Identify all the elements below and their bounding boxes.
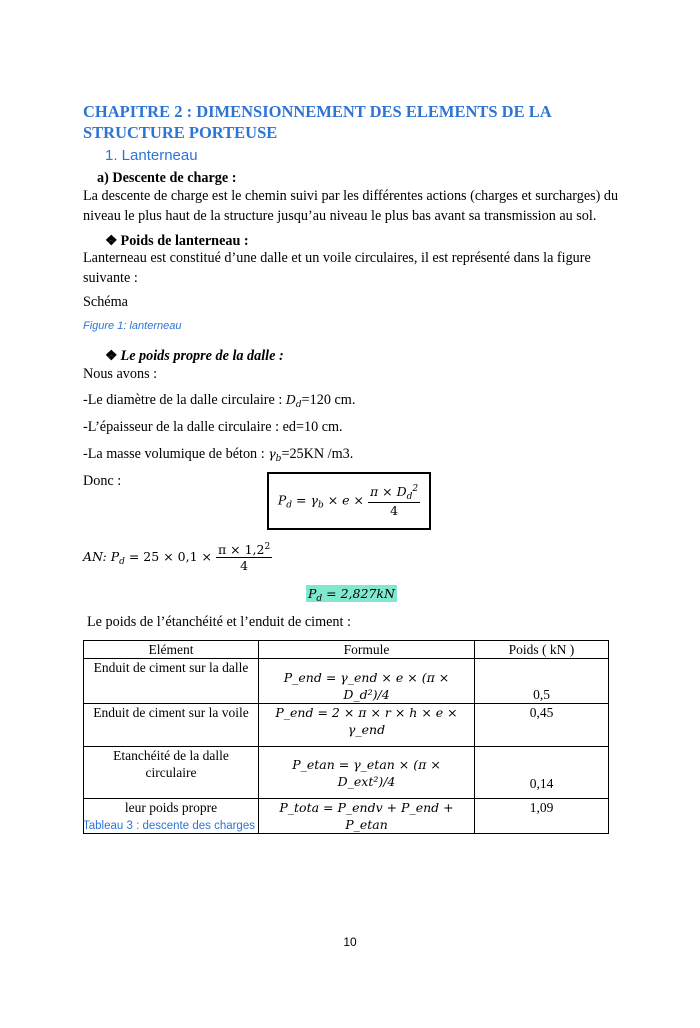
- numerical-application: [83, 542, 272, 573]
- table-row: [84, 704, 609, 747]
- f: = γ: [292, 492, 318, 508]
- result-highlight: [306, 586, 397, 604]
- bullet-text: Le poids propre de la dalle :: [120, 348, 284, 364]
- element-cell: Enduit de ciment sur la voile: [84, 704, 259, 747]
- given-diameter: [83, 390, 623, 415]
- formula-cell: [259, 704, 475, 747]
- diamond-bullet-icon: ❖: [105, 348, 118, 364]
- subsection-heading: a) Descente de charge :: [97, 170, 237, 186]
- formula: P_tota = P_endv + P_end + P_etan: [279, 800, 454, 832]
- sub: d: [295, 400, 302, 410]
- f: π × 1,2: [217, 542, 265, 558]
- f: P: [308, 586, 317, 601]
- header-cell: Elément: [84, 641, 259, 659]
- given-density: [83, 444, 623, 469]
- bullet-heading: [105, 346, 645, 366]
- header-cell: Formule: [259, 641, 475, 659]
- poids-cell: 0,14: [475, 747, 609, 799]
- bullet-text: Poids de lanterneau :: [120, 233, 249, 249]
- f: 4: [240, 558, 249, 574]
- poids-cell: 0,45: [475, 704, 609, 747]
- formula: P_end = γ_end × e × (π × D_d²)/4: [283, 670, 450, 702]
- f: = 25 × 0,1 ×: [124, 549, 216, 565]
- paragraph: Nous avons :: [83, 366, 158, 382]
- given-thickness: -L’épaisseur de la dalle circulaire : ed=10 cm.: [83, 419, 343, 435]
- value: =25KN /m3.: [281, 446, 354, 462]
- var: γ: [268, 446, 276, 461]
- table-header-row: [84, 641, 609, 659]
- f: P: [277, 492, 287, 508]
- chapter-title: CHAPITRE 2 : DIMENSIONNEMENT DES ELEMENTS DE LA STRUCTURE PORTEUSE: [83, 102, 551, 142]
- formula: P_end = 2 × π × r × h × e × γ_end: [275, 705, 458, 737]
- f: = 2,827kN: [322, 586, 395, 601]
- f: π × D: [369, 484, 407, 500]
- diamond-bullet-icon: ❖: [105, 233, 118, 249]
- formula-box: [267, 472, 431, 530]
- table-row: [84, 747, 609, 799]
- f: d: [119, 557, 125, 568]
- var: D: [285, 392, 296, 407]
- paragraph: Donc :: [83, 473, 122, 489]
- label: -Le diamètre de la dalle circulaire :: [83, 392, 286, 408]
- f: b: [317, 500, 324, 511]
- f: d: [316, 594, 323, 604]
- formula-cell: [259, 799, 475, 834]
- page-number: 10: [343, 935, 357, 949]
- schema-label: Schéma: [83, 294, 128, 310]
- f: 4: [390, 503, 399, 519]
- table-row: [84, 659, 609, 704]
- f: AN: P: [83, 549, 120, 565]
- f: 2: [264, 542, 271, 552]
- paragraph: Lanterneau est constitué d’une dalle et un voile circulaires, il est représenté dans la figure suivante :: [83, 250, 591, 286]
- formula-cell: [259, 659, 475, 704]
- paragraph: La descente de charge est le chemin suivi par les différentes actions (charges et surcharges) du niveau le plus haut de la structure jusqu’au niveau le plus bas avant sa transmission au sol.: [83, 188, 619, 224]
- poids-cell: 0,5: [475, 659, 609, 704]
- sub: b: [275, 454, 282, 464]
- header-cell: Poids ( kN ): [475, 641, 609, 659]
- element-cell: leur poids propre: [84, 799, 259, 834]
- f: d: [406, 492, 413, 503]
- f: 2: [412, 483, 419, 494]
- element-cell: Etanchéité de la dalle circulaire: [84, 747, 259, 799]
- f: d: [286, 500, 293, 511]
- formula-cell: [259, 747, 475, 799]
- element-cell: Enduit de ciment sur la dalle: [84, 659, 259, 704]
- poids-cell: 1,09: [475, 799, 609, 834]
- value: =120 cm.: [301, 392, 356, 408]
- figure-caption: Figure 1: lanterneau: [83, 320, 182, 332]
- paragraph: Le poids de l’étanchéité et l’enduit de ciment :: [87, 614, 351, 630]
- section-heading: 1. Lanterneau: [105, 147, 198, 164]
- label: -La masse volumique de béton :: [83, 446, 269, 462]
- table-caption: Tableau 3 : descente des charges: [83, 820, 255, 832]
- f: × e ×: [323, 492, 368, 508]
- loads-table: [83, 640, 609, 834]
- formula: P_etan = γ_etan × (π × D_ext²)/4: [292, 756, 441, 789]
